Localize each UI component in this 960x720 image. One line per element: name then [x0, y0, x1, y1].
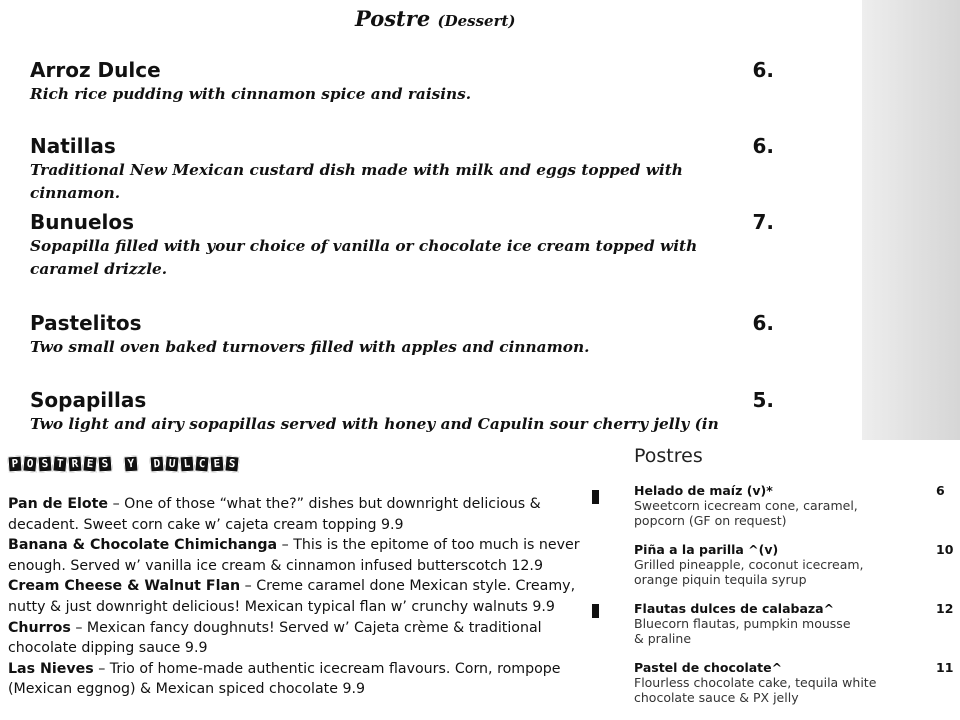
side-gradient-strip	[862, 0, 960, 440]
menu-item	[30, 312, 778, 359]
menu-title	[355, 6, 516, 31]
menu-item	[634, 601, 960, 646]
item-description: Two small oven baked turnovers filled with apples and cinnamon.	[30, 338, 590, 356]
item-name: Pastel de chocolate^	[634, 660, 783, 675]
item-name: Piña a la parilla ^(v)	[634, 542, 779, 557]
card-title: Postres	[634, 445, 703, 467]
title-letter-tile: O	[22, 455, 37, 472]
list-item	[8, 576, 598, 617]
item-price: 6.	[752, 311, 774, 335]
item-description: – Mexican fancy doughnuts! Served w’ Cajeta crème & traditional chocolate dipping sauce 9.9	[8, 619, 542, 657]
item-description: – This is the epitome of too much is never enough. Served w’ vanilla ice cream & cinnamon infused butterscotch 12.9	[8, 537, 580, 574]
item-description-line: Grilled pineapple, coconut icecream,	[634, 557, 864, 572]
title-letter-tile: Y	[123, 456, 138, 473]
item-description: Traditional New Mexican custard dish made with milk and eggs topped with cinnamon.	[30, 161, 683, 202]
menu-title-main: Postre	[355, 6, 431, 31]
title-letter-tile: U	[164, 455, 179, 472]
item-price: 5.	[752, 388, 774, 412]
postres-menu-card	[602, 440, 960, 720]
title-letter-tile: D	[149, 456, 164, 473]
title-letter-tile: S	[97, 456, 112, 473]
title-letter-tile: P	[7, 456, 22, 473]
item-name-row	[634, 660, 960, 676]
item-name: Pan de Elote	[8, 496, 109, 512]
item-name: Arroz Dulce	[30, 58, 161, 82]
list-item	[8, 618, 598, 659]
title-letter-tile: C	[194, 455, 209, 472]
item-description-line: caramel drizzle.	[30, 260, 168, 278]
menu-item	[30, 135, 778, 205]
title-letter-tile: R	[67, 456, 82, 473]
postres-y-dulces-menu	[0, 440, 600, 720]
item-name: Churros	[8, 619, 71, 636]
item-price: 6.	[752, 134, 774, 158]
item-price: 12	[936, 601, 954, 616]
item-name: Natillas	[30, 134, 116, 158]
item-description-line: Bluecorn flautas, pumpkin mousse	[634, 616, 851, 631]
item-name: Bunuelos	[30, 210, 135, 234]
menu-item	[634, 660, 960, 705]
item-name: Flautas dulces de calabaza^	[634, 601, 835, 616]
item-price: 6.	[752, 58, 774, 82]
item-description-line: Sweetcorn icecream cone, caramel,	[634, 498, 858, 513]
title-letter-tile: S	[224, 455, 239, 472]
item-description-line: orange piquin tequila syrup	[634, 571, 807, 587]
item-description: – Trio of home-made authentic icecream flavours. Corn, rompope (Mexican eggnog) & Mexican spiced chocolate 9.9	[8, 660, 561, 698]
item-name: Las Nieves	[8, 660, 94, 677]
item-description-line: Flourless chocolate cake, tequila white	[634, 675, 877, 690]
item-name-row	[634, 483, 960, 499]
menu-item	[634, 483, 960, 528]
item-description-line: popcorn (GF on request)	[634, 512, 787, 528]
item-description-line: & praline	[634, 630, 692, 646]
item-name: Helado de maíz (v)*	[634, 483, 773, 498]
title-gap	[138, 457, 149, 472]
item-description	[30, 235, 778, 281]
ransom-letter-title	[8, 456, 240, 472]
item-name: Banana & Chocolate Chimichanga	[8, 537, 278, 554]
item-price: 10	[936, 542, 954, 557]
menu-item	[30, 211, 778, 281]
item-description: – Creme caramel done Mexican style. Creamy, nutty & just downright delicious! Mexican typical flan w’ crunchy walnuts 9.9	[8, 578, 576, 615]
title-letter-tile: L	[179, 456, 194, 473]
item-name: Pastelitos	[30, 311, 142, 335]
item-price: 11	[936, 660, 954, 675]
item-description: Two light and airy sopapillas served with honey and Capulin sour cherry jelly (in	[30, 415, 719, 433]
menu-item	[30, 59, 778, 106]
title-letter-tile: S	[37, 456, 52, 473]
title-letter-tile: E	[209, 456, 224, 473]
list-item	[8, 535, 598, 576]
item-name-row	[634, 601, 960, 617]
item-price: 7.	[752, 210, 774, 234]
list-item	[8, 659, 598, 700]
item-name-row	[634, 542, 960, 558]
list-item	[8, 494, 598, 535]
item-description: – One of those “what the?” dishes but downright delicious & decadent. Sweet corn cake w’ cajeta cream topping 9.9	[8, 496, 541, 533]
item-description-line: chocolate sauce & PX jelly	[634, 689, 799, 705]
menu-title-sub: (Dessert)	[437, 12, 516, 30]
dessert-list	[8, 494, 598, 700]
title-letter-tile: T	[52, 455, 67, 472]
title-letter-tile: E	[82, 455, 97, 472]
item-description: Rich rice pudding with cinnamon spice and raisins.	[30, 85, 472, 103]
item-name: Cream Cheese & Walnut Flan	[8, 578, 241, 595]
item-name: Sopapillas	[30, 388, 147, 412]
item-description-line: Sopapilla filled with your choice of vanilla or chocolate ice cream topped with	[30, 237, 698, 255]
item-price: 6	[936, 483, 945, 498]
menu-item	[634, 542, 960, 587]
title-gap	[112, 457, 123, 472]
